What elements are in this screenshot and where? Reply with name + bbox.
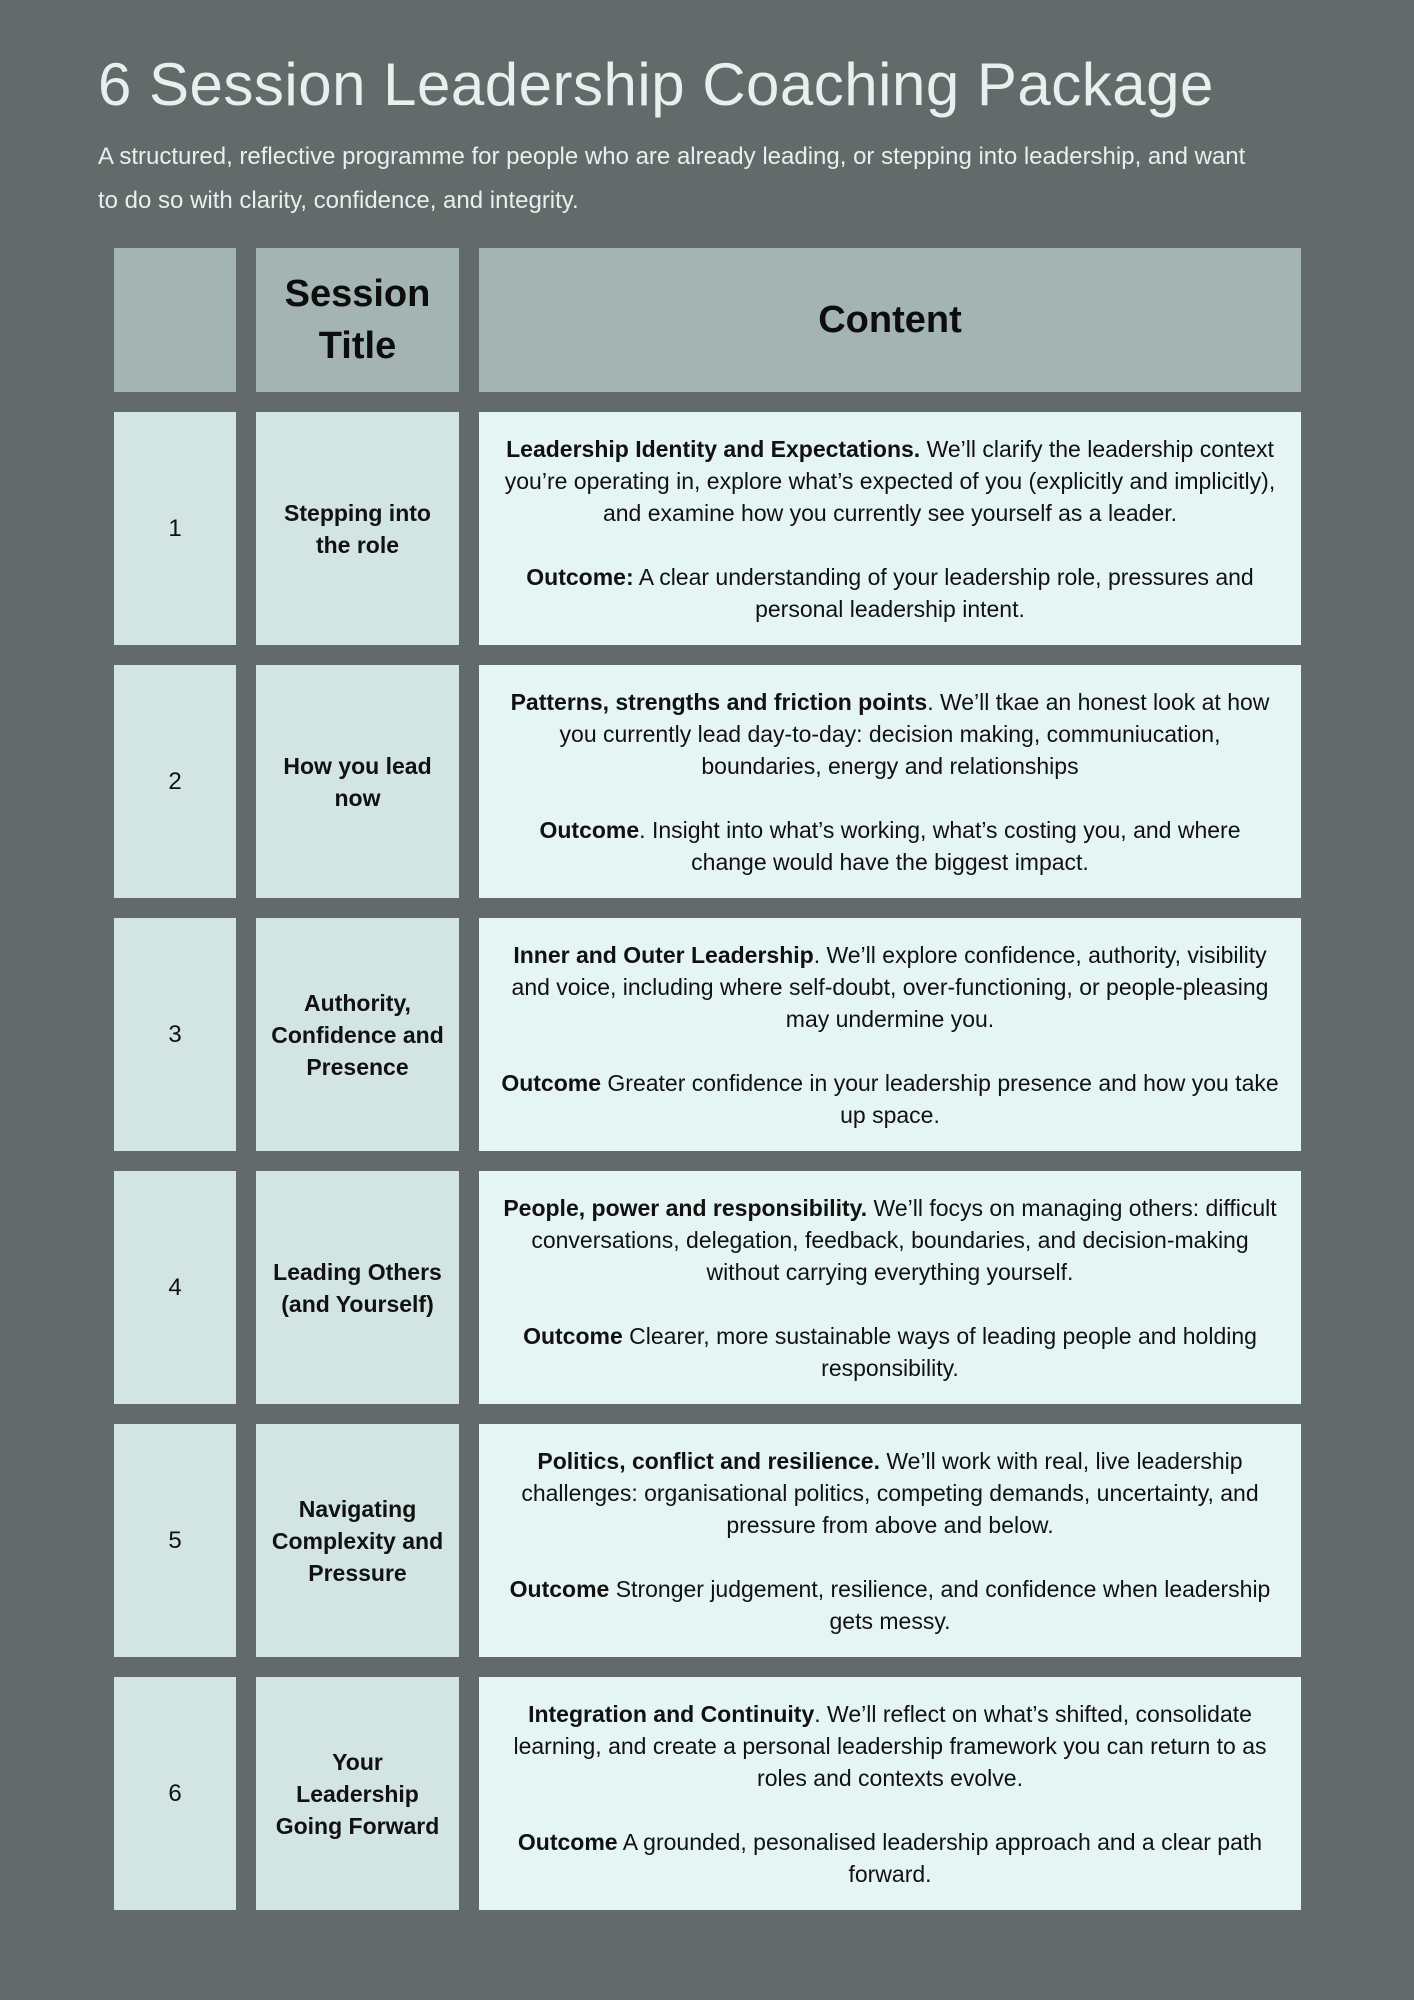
session-heading: Integration and Continuity: [528, 1700, 815, 1727]
outcome-label: Outcome:: [526, 563, 634, 590]
session-outcome: [499, 1573, 1281, 1637]
sessions-table: [114, 248, 1301, 1910]
session-title: Navigating Complexity and Pressure: [256, 1424, 459, 1657]
session-number: 6: [114, 1677, 236, 1910]
session-title: How you lead now: [256, 665, 459, 898]
session-outcome: [499, 1826, 1281, 1890]
header-content-label: Content: [818, 299, 962, 341]
session-description: [499, 686, 1281, 782]
page-subtitle: A structured, reflective programme for people who are already leading, or stepping into leadership, and want to do so with clarity, confidence, and integrity.: [98, 143, 1246, 214]
session-description: [499, 1445, 1281, 1541]
session-content: [479, 918, 1301, 1151]
session-description-text: We’ll focys on managing others: difficult conversations, delegation, feedback, boundaries, and decision-making without carrying everything yourself.: [531, 1194, 1277, 1285]
session-number: 3: [114, 918, 236, 1151]
page-title: 6 Session Leadership Coaching Package: [98, 51, 1214, 118]
session-content: [479, 665, 1301, 898]
session-outcome: [499, 1067, 1281, 1131]
session-description: [499, 939, 1281, 1035]
outcome-text: A grounded, pesonalised leadership approach and a clear path forward.: [617, 1828, 1263, 1887]
header-session-title-label: Session Title: [284, 273, 431, 367]
session-description-text: . We’ll explore confidence, authority, visibility and voice, including where self-doubt, over-functioning, or people-pleasing may undermine you.: [511, 941, 1269, 1032]
session-content: [479, 1424, 1301, 1657]
session-title: Leading Others (and Yourself): [256, 1171, 459, 1404]
session-description: [499, 1192, 1281, 1288]
outcome-label: Outcome: [517, 1828, 618, 1855]
session-heading: Politics, conflict and resilience.: [537, 1447, 880, 1474]
session-description-text: . We’ll reflect on what’s shifted, consolidate learning, and create a personal leadership framework you can return to as roles and contexts evolve.: [513, 1700, 1267, 1791]
session-outcome: [499, 1320, 1281, 1384]
session-description-text: We’ll work with real, live leadership challenges: organisational politics, competing demands, uncertainty, and pressure from above and below.: [521, 1447, 1259, 1538]
session-outcome: [499, 814, 1281, 878]
session-description-text: . We’ll tkae an honest look at how you currently lead day-to-day: decision making, communiucation, boundaries, energy and relationships: [559, 688, 1270, 779]
session-description-text: We’ll clarify the leadership context you’re operating in, explore what’s expected of you (explicitly and implicitly), and examine how you currently see yourself as a leader.: [504, 435, 1276, 526]
session-title: Authority, Confidence and Presence: [256, 918, 459, 1151]
session-number: 4: [114, 1171, 236, 1404]
session-description: [499, 433, 1281, 529]
session-content: [479, 1171, 1301, 1404]
outcome-text: Greater confidence in your leadership presence and how you take up space.: [601, 1069, 1279, 1128]
outcome-label: Outcome: [539, 816, 640, 843]
session-number: 2: [114, 665, 236, 898]
header-content-cell: [479, 248, 1301, 392]
session-number: 5: [114, 1424, 236, 1657]
outcome-text: A clear understanding of your leadership role, pressures and personal leadership intent.: [633, 563, 1254, 622]
outcome-label: Outcome: [523, 1322, 623, 1349]
session-content: [479, 412, 1301, 645]
session-outcome: [499, 561, 1281, 625]
header-number-cell: [114, 248, 236, 392]
outcome-text: Clearer, more sustainable ways of leading people and holding responsibility.: [622, 1322, 1257, 1381]
session-heading: Patterns, strengths and friction points: [510, 688, 928, 715]
session-description: [499, 1698, 1281, 1794]
session-title: Your Leadership Going Forward: [256, 1677, 459, 1910]
session-number: 1: [114, 412, 236, 645]
outcome-text: Stronger judgement, resilience, and confidence when leadership gets messy.: [609, 1575, 1271, 1634]
session-heading: People, power and responsibility.: [503, 1194, 868, 1221]
session-heading: Leadership Identity and Expectations.: [506, 435, 921, 462]
session-title: Stepping into the role: [256, 412, 459, 645]
outcome-label: Outcome: [509, 1575, 610, 1602]
outcome-label: Outcome: [501, 1069, 602, 1096]
outcome-text: . Insight into what’s working, what’s costing you, and where change would have the biggest impact.: [639, 816, 1241, 875]
session-heading: Inner and Outer Leadership: [513, 941, 814, 968]
session-content: [479, 1677, 1301, 1910]
header-session-title-cell: [256, 248, 459, 392]
